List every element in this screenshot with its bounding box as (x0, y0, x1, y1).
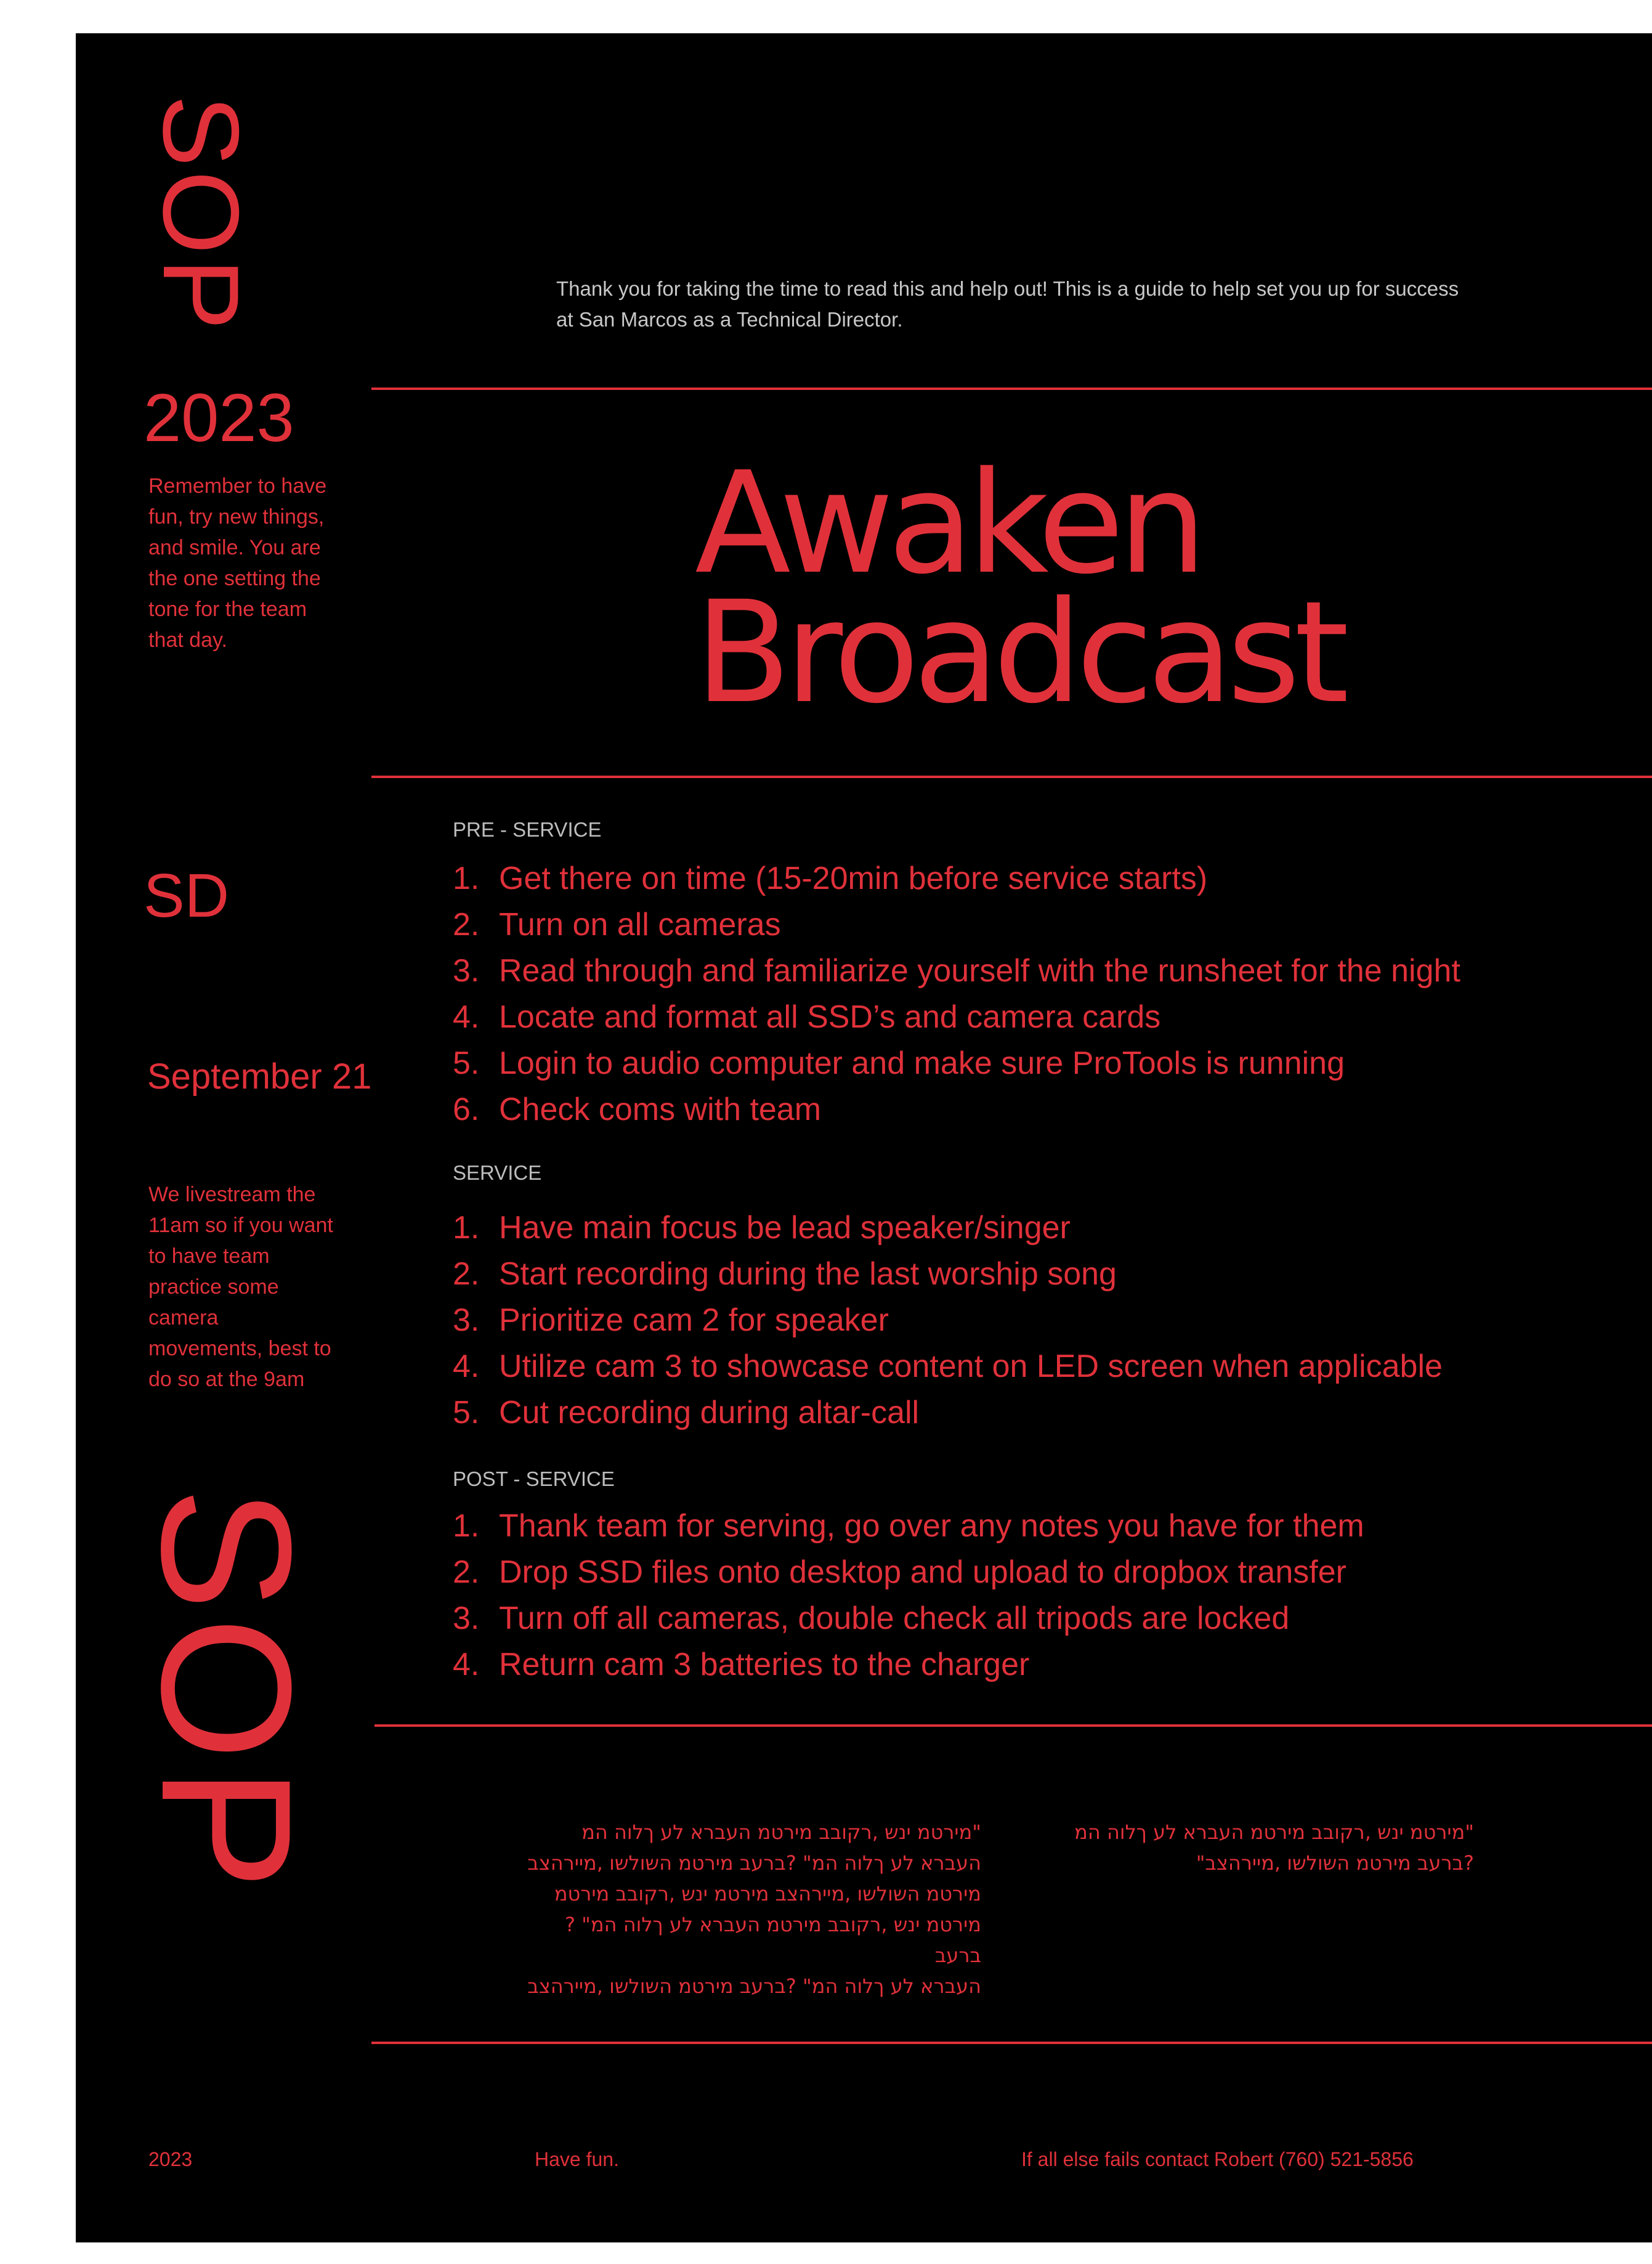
footer-tagline: Have fun. (535, 2148, 619, 2170)
list-item: 3. Read through and familiarize yourself with the runsheet for the night (453, 953, 1460, 989)
post-service-list (453, 1503, 1364, 1688)
list-item: 5. Login to audio computer and make sure ProTools is running (453, 1045, 1345, 1081)
vertical-sop-top: SOP (140, 95, 261, 334)
divider-bottom (371, 2042, 1652, 2044)
title-line-2: Broadcast (695, 570, 1343, 734)
list-item: 6. Check coms with team (453, 1092, 822, 1127)
list-item: 3. Turn off all cameras, double check all tripods are locked (453, 1601, 1290, 1636)
service-date: September 21 (147, 1057, 372, 1097)
divider-title (371, 776, 1652, 778)
list-item: 1. Get there on time (15-20min before service starts) (453, 861, 1208, 896)
vertical-sop-bottom: SOP (123, 1487, 330, 1896)
divider-lists (375, 1724, 1652, 1727)
title-line-1: Awaken (695, 441, 1201, 605)
list-item: 2. Turn on all cameras (453, 907, 781, 943)
pre-service-list (453, 856, 1460, 1133)
hebrew-text-right: "מירטמ ינש ,רקובב מירטמ העברא לע ךלוה המ ?ברעב מירטמ השולשו ,מיירהצב" (1074, 1820, 1474, 1875)
list-item: 3. Prioritize cam 2 for speaker (453, 1302, 889, 1338)
list-item: 4. Utilize cam 3 to showcase content on LED screen when applicable (453, 1349, 1443, 1384)
list-item: 4. Return cam 3 batteries to the charger (453, 1647, 1030, 1682)
hebrew-text-left: "מירטמ ינש ,רקובב מירטמ העברא לע ךלוה המ העברא לע ךלוה המ" ?ברעב מירטמ השולשו ,מיירהצב מירטמ השולשו ,מיירהצב מירטמ ינש ,רקובב מירטמ מירטמ ינש ,רקובב מירטמ העברא לע ךלוה המ" ?ברעב העברא לע ךלוה המ" ?ברעב מירטמ השולשו ,מיירהצב (527, 1820, 981, 1998)
list-item: 2. Start recording during the last worship song (453, 1256, 1117, 1292)
divider-top (371, 387, 1652, 390)
sidebar-year: 2023 (144, 380, 294, 456)
intro-text: Thank you for taking the time to read this and help out! This is a guide to help set you up for success at San Marcos as a Technical Director. (556, 277, 1459, 331)
footer-year: 2023 (148, 2148, 193, 2170)
page-title (695, 441, 1343, 734)
sop-poster (76, 33, 1652, 2242)
post-service-label: POST - SERVICE (453, 1467, 615, 1490)
list-item: 1. Have main focus be lead speaker/singer (453, 1210, 1071, 1246)
livestream-note: We livestream the 11am so if you want to have team practice some camera movements, best to do so at the 9am (148, 1183, 333, 1391)
list-item: 1. Thank team for serving, go over any notes you have for them (453, 1508, 1364, 1544)
pre-service-label: PRE - SERVICE (453, 818, 602, 841)
list-item: 5. Cut recording during altar-call (453, 1395, 920, 1430)
list-item: 4. Locate and format all SSD’s and camera cards (453, 999, 1161, 1035)
list-item: 2. Drop SSD files onto desktop and upload to dropbox transfer (453, 1554, 1346, 1590)
service-label: SERVICE (453, 1161, 542, 1184)
footer-contact: If all else fails contact Robert (760) 521-5856 (1021, 2148, 1414, 2170)
service-list (453, 1205, 1443, 1436)
location-code: SD (144, 861, 229, 930)
reminder-note: Remember to have fun, try new things, and smile. You are the one setting the tone for the team that day. (148, 474, 327, 652)
